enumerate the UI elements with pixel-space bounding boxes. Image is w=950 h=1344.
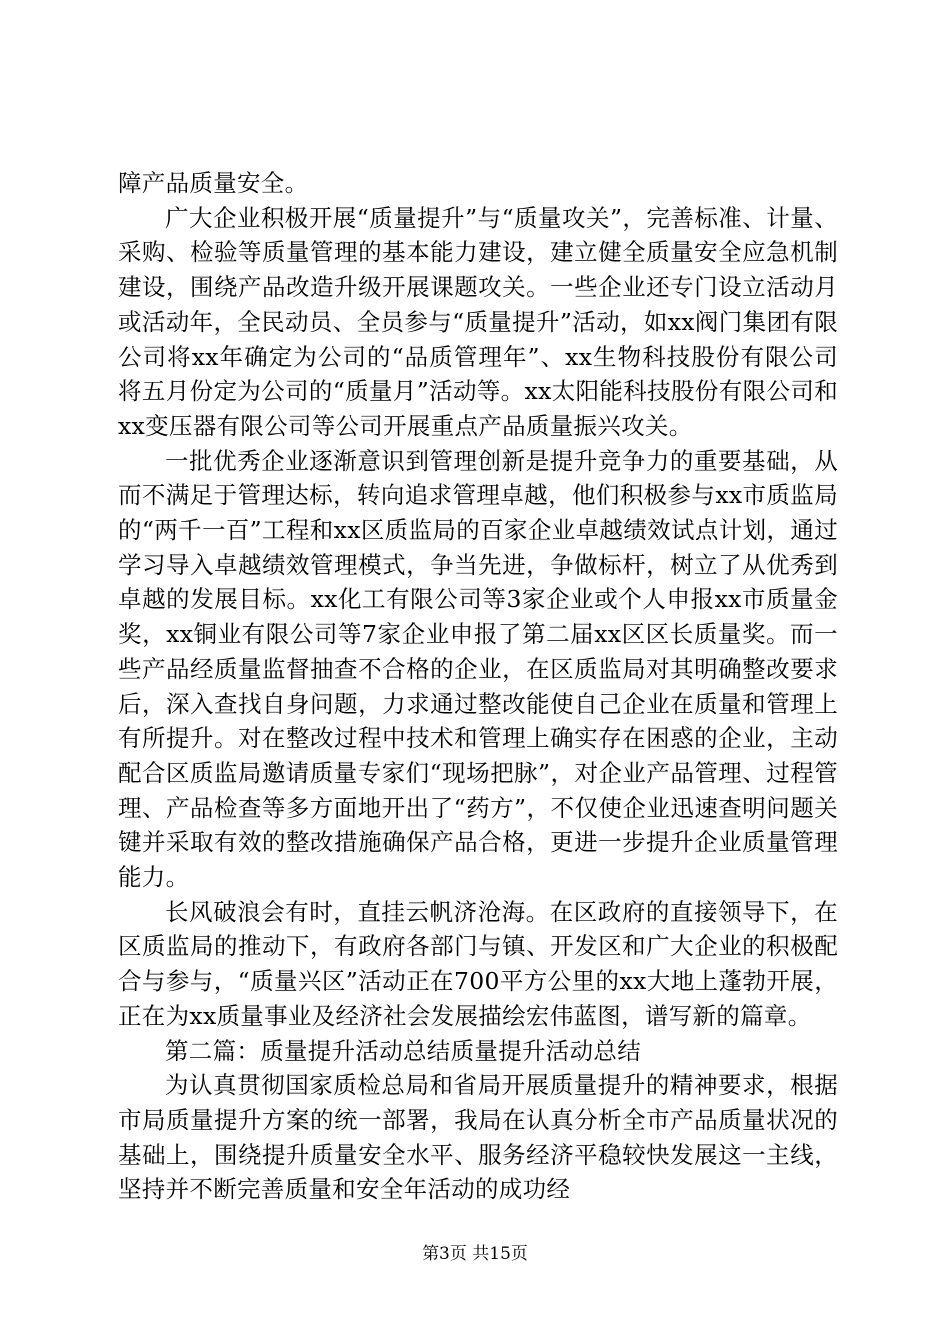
section-heading-part-two: 第二篇：质量提升活动总结质量提升活动总结 <box>165 1036 641 1065</box>
paragraph-management-innovation: 一批优秀企业逐渐意识到管理创新是提升竞争力的重要基础，从而不满足于管理达标，转向追求管理卓越，他们积极参与xx市质监局的“两千一百”工程和xx区质监局的百家企业卓越绩效试点计划，通过学习导入卓越绩效管理模式，争当先进，争做标杆，树立了从优秀到卓越的发展目标。xx化工有限公司等3家企业或个人申报xx市质量金奖，xx铜业有限公司等7家企业申报了第二届xx区区长质量奖。而一些产品经质量监督抽查不合格的企业，在区质监局对其明确整改要求后，深入查找自身问题，力求通过整改能使自己企业在质量和管理上有所提升。对在整改过程中技术和管理上确实存在困惑的企业，主动配合区质监局邀请质量专家们“现场把脉”，对企业产品管理、过程管理、产品检查等多方面地开出了“药方”，不仅使企业迅速查明问题关键并采取有效的整改措施确保产品合格，更进一步提升企业质量管理能力。 <box>118 446 838 892</box>
page-footer: 第3页 共15页 <box>422 1244 528 1264</box>
paragraph-quality-enhancement-activities: 广大企业积极开展“质量提升”与“质量攻关”，完善标准、计量、采购、检验等质量管理的基本能力建设，建立健全质量安全应急机制建设，围绕产品改造升级开展课题攻关。一些企业还专门设立活动月或活动年，全民动员、全员参与“质量提升”活动，如xx阀门集团有限公司将xx年确定为公司的“品质管理年”、xx生物科技股份有限公司将五月份定为公司的“质量月”活动等。xx太阳能科技股份有限公司和xx变压器有限公司等公司开展重点产品质量振兴攻关。 <box>118 203 838 440</box>
paragraph-closing: 长风破浪会有时，直挂云帆济沧海。在区政府的直接领导下，在区质监局的推动下，有政府各部门与镇、开发区和广大企业的积极配合与参与，“质量兴区”活动正在700平方公里的xx大地上蓬勃开展，正在为xx质量事业及经济社会发展描绘宏伟蓝图，谱写新的篇章。 <box>118 897 838 1030</box>
paragraph-part-two-intro: 为认真贯彻国家质检总局和省局开展质量提升的精神要求，根据市局质量提升方案的统一部署，我局在认真分析全市产品质量状况的基础上，围绕提升质量安全水平、服务经济平稳较快发展这一主线，坚持并不断完善质量和安全年活动的成功经 <box>118 1071 838 1204</box>
document-body <box>118 166 838 1207</box>
paragraph-continuation: 障产品质量安全。 <box>118 169 309 197</box>
